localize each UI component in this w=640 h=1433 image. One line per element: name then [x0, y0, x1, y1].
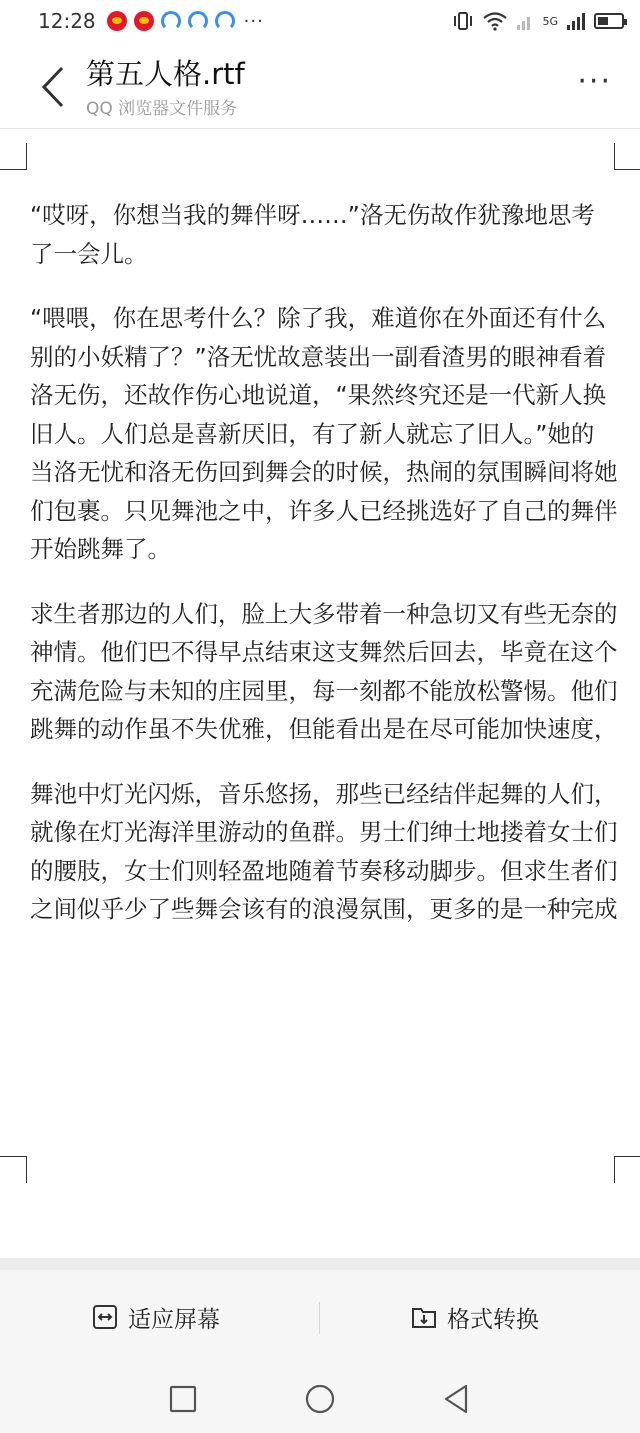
folder-download-icon: [411, 1304, 437, 1330]
signal-icon: [516, 11, 534, 31]
more-menu-button[interactable]: ···: [577, 64, 612, 99]
fit-screen-label: 适应屏幕: [128, 1306, 220, 1333]
status-right: [452, 11, 624, 31]
signal-icon: [566, 11, 586, 31]
wifi-icon: [482, 11, 508, 31]
bottom-toolbar: [0, 1270, 640, 1364]
back-icon: [440, 1382, 474, 1416]
paragraph: 舞池中灯光闪烁，音乐悠扬，那些已经结伴起舞的人们，就像在灯光海洋里游动的鱼群。男士们绅士地搂着女士们的腰肢，女士们则轻盈地随着节奏移动脚步。但求生者们之间似乎少了些舞会该有的浪漫氛围，更多的是一种完成: [30, 779, 618, 923]
chevron-left-icon: [36, 62, 76, 112]
qq-icon: [161, 11, 181, 31]
home-button[interactable]: [303, 1382, 337, 1416]
paragraph: 求生者那边的人们，脸上大多带着一种急切又有些无奈的神情。他们巴不得早点结束这支舞然后回去，毕竟在这个充满危险与未知的庄园里，每一刻都不能放松警惕。他们跳舞的动作虽不失优雅，但能看出是在尽可能加快速度，: [30, 599, 618, 743]
toolbar-separator: [319, 1302, 320, 1334]
back-button[interactable]: [36, 62, 76, 112]
header-divider: [0, 128, 640, 129]
qq-icon: [188, 11, 208, 31]
status-bar: [0, 0, 640, 42]
fit-screen-icon: [92, 1304, 118, 1330]
page-corner-top-left: [0, 143, 27, 170]
recent-apps-icon: [166, 1382, 200, 1416]
page-title: 第五人格.rtf: [86, 57, 245, 91]
recent-apps-button[interactable]: [166, 1382, 200, 1416]
paragraph: “喂喂，你在思考什么？除了我，难道你在外面还有什么别的小妖精了？”洛无忧故意装出一副看渣男的眼神看着洛无伤，还故作伤心地说道，“果然终究还是一代新人换旧人。人们总是喜新厌旧，有了新人就忘了旧人。”她的: [30, 304, 607, 448]
page-subtitle: QQ 浏览器文件服务: [86, 99, 238, 119]
convert-format-label: 格式转换: [447, 1306, 539, 1333]
bottom-strip: [0, 1258, 640, 1270]
paragraph: “哎呀，你想当我的舞伴呀……”洛无伤故作犹豫地思考了一会儿。: [30, 201, 595, 268]
home-icon: [303, 1382, 337, 1416]
weibo-icon: [134, 11, 154, 31]
paragraph: 当洛无忧和洛无伤回到舞会的时候，热闹的氛围瞬间将她们包裹。只见舞池之中，许多人已经挑选好了自己的舞伴开始跳舞了。: [30, 458, 618, 563]
page-corner-top-right: [614, 143, 640, 170]
network-type-label: 5G: [542, 14, 558, 28]
fit-screen-button[interactable]: [92, 1270, 220, 1364]
document-content: [30, 196, 618, 929]
page-corner-bottom-right: [614, 1156, 640, 1183]
app-header: [0, 42, 640, 128]
system-back-button[interactable]: [440, 1382, 474, 1416]
more-notifications-icon: ···: [243, 10, 264, 32]
status-time: 12:28: [38, 9, 96, 33]
vibrate-icon: [452, 11, 474, 31]
qq-icon: [215, 11, 235, 31]
convert-format-button[interactable]: [411, 1270, 539, 1364]
page-corner-bottom-left: [0, 1156, 27, 1183]
system-nav-bar: [0, 1364, 640, 1433]
status-left: [38, 9, 264, 33]
weibo-icon: [107, 11, 127, 31]
battery-icon: [594, 13, 624, 29]
